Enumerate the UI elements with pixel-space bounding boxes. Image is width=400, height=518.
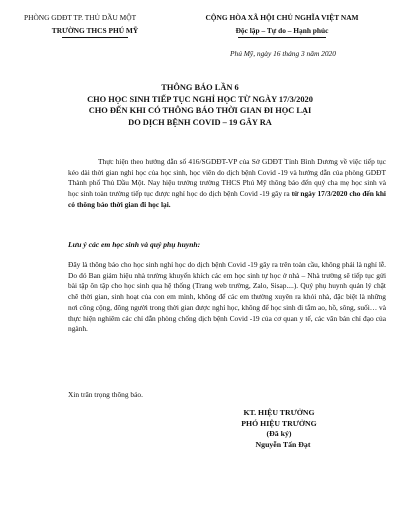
- signature-status: (Đã ký): [266, 429, 292, 438]
- signature-title-1: KT. HIỆU TRƯỞNG: [243, 408, 315, 417]
- motto: Độc lập – Tự do – Hạnh phúc: [235, 26, 329, 35]
- paragraph-notice: [68, 260, 386, 335]
- issuing-organization: [24, 13, 166, 38]
- notice-text: Đây là thông báo cho học sinh nghỉ học do dịch bệnh Covid -19 gây ra trên toàn cầu, không phải là nghỉ lễ. Do đó Ban giám hiệu nhà trường khuyến khích các em học sinh tự học ở nhà – Nhà trường sẽ tiếp tục gửi bài tập ôn tập cho học sinh qua hệ thống (Trang web trường, Zalo, Sisap....). Quý phụ huynh quản lý chặt chẽ thời gian, sinh hoạt của con em mình, không để các em thường xuyên ra khỏi nhà, đặc biệt là những nơi công cộng, đông người trong thời gian được nghỉ học, không để học sinh đi tắm ao, hồ, sông, suối… và thực hiện nghiêm các chỉ dẫn phòng chống dịch bệnh Covid -19 của cơ quan y tế, các văn bản chỉ đạo của ngành.: [68, 260, 386, 334]
- intro-bold-text: từ ngày 17/3/2020 cho đến khi có thông báo thời gian đi học lại.: [68, 189, 386, 209]
- paragraph-intro: [68, 157, 386, 211]
- closing-line: Xin trân trọng thông báo.: [68, 390, 143, 399]
- country-name: CỘNG HÒA XÃ HỘI CHỦ NGHĨA VIỆT NAM: [205, 13, 359, 22]
- signature-block: [194, 408, 364, 450]
- signer-name: Nguyễn Tấn Đạt: [255, 439, 311, 449]
- intro-text: Thực hiện theo hướng dẫn số 416/SGDĐT-VP của Sở GDĐT Tỉnh Bình Dương về việc tiếp tục kéo dài thời gian nghỉ học của học sinh, học viên do dịch bệnh Covid -19 và hướng dẫn của phòng GDĐT Thành phố Thủ Dầu Một. Nay hiệu trưởng trường THCS Phú Mỹ thông báo đến quý cha mẹ học sinh và học sinh toàn trường tiếp tục được nghỉ học do dịch bệnh Covid -19 gây ra: [68, 157, 386, 199]
- school-name-underline: [62, 37, 128, 38]
- national-motto: [178, 13, 386, 38]
- issue-date: Phú Mỹ, ngày 16 tháng 3 năm 2020: [230, 49, 336, 58]
- school-name: TRƯỜNG THCS PHÚ MỸ: [51, 26, 139, 35]
- title-line-1: THÔNG BÁO LẦN 6: [161, 83, 239, 92]
- notice-title: [30, 82, 370, 128]
- title-line-4: DO DỊCH BỆNH COVID – 19 GÂY RA: [128, 117, 272, 127]
- signature-title-2: PHÓ HIỆU TRƯỞNG: [241, 418, 317, 428]
- notice-heading: Lưu ý các em học sinh và quý phụ huynh:: [68, 240, 201, 249]
- title-line-3: CHO ĐẾN KHI CÓ THÔNG BÁO THỜI GIAN ĐI HỌC LẠI: [88, 106, 312, 115]
- title-line-2: CHO HỌC SINH TIẾP TỤC NGHỈ HỌC TỪ NGÀY 17/3/2020: [87, 94, 313, 104]
- motto-underline: [238, 37, 326, 38]
- department-name: PHÒNG GDĐT TP. THỦ DẦU MỘT: [24, 13, 137, 22]
